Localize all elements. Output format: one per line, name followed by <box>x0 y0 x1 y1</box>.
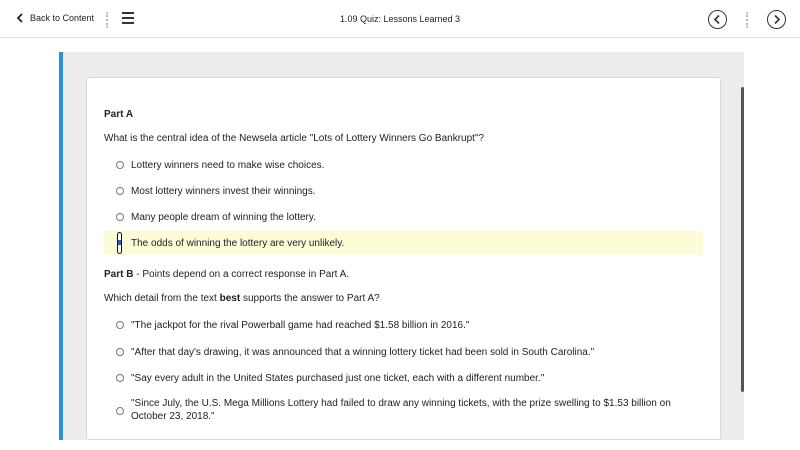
radio-button[interactable] <box>116 321 124 329</box>
option-label: Most lottery winners invest their winnings. <box>131 186 316 197</box>
radio-button[interactable] <box>116 374 124 382</box>
part-b-heading-line <box>104 269 349 280</box>
part-b-option-3[interactable] <box>104 366 703 390</box>
radio-button[interactable] <box>116 213 124 221</box>
top-bar <box>0 0 800 38</box>
option-label: "The jackpot for the rival Powerball game had reached $1.58 billion in 2016." <box>131 320 470 331</box>
radio-button[interactable] <box>116 187 124 195</box>
menu-icon[interactable] <box>122 12 136 26</box>
question-card <box>86 77 721 440</box>
part-b-note: - Points depend on a correct response in Part A. <box>133 269 350 280</box>
question-text: supports the answer to Part A? <box>240 293 380 304</box>
chevron-left-icon <box>712 14 723 25</box>
option-label: "Since July, the U.S. Mega Millions Lottery had failed to draw any winning tickets, with the prize swelling to $1.53 billion on October 23, 2018." <box>131 398 671 422</box>
option-label: Lottery winners need to make wise choices. <box>131 160 325 171</box>
part-a-option-1[interactable] <box>104 153 703 177</box>
part-b-option-2[interactable] <box>104 340 703 364</box>
radio-button[interactable] <box>116 348 124 356</box>
divider <box>746 12 748 28</box>
back-label: Back to Content <box>30 13 95 23</box>
scrollbar[interactable] <box>741 87 744 392</box>
part-a-option-3[interactable] <box>104 205 703 229</box>
option-label: "After that day's drawing, it was announced that a winning lottery ticket had been sold in South Carolina." <box>131 347 595 358</box>
part-a-question: What is the central idea of the Newsela article "Lots of Lottery Winners Go Bankrupt"? <box>104 133 485 144</box>
content-frame <box>59 52 744 440</box>
next-button[interactable] <box>767 10 786 29</box>
chevron-left-icon <box>14 12 26 24</box>
chevron-right-icon <box>771 14 782 25</box>
part-b-heading: Part B <box>104 269 134 280</box>
question-emphasis: best <box>219 293 241 304</box>
question-text: Which detail from the text <box>104 293 220 304</box>
part-b-option-4[interactable] <box>104 397 703 425</box>
option-label: The odds of winning the lottery are very unlikely. <box>131 238 345 249</box>
previous-button[interactable] <box>708 10 727 29</box>
part-b-option-1[interactable] <box>104 313 703 337</box>
radio-button[interactable] <box>116 161 124 169</box>
part-b-question <box>104 293 380 304</box>
radio-button[interactable] <box>116 407 124 415</box>
part-a-option-4-selected[interactable] <box>104 231 703 255</box>
radio-button-checked[interactable] <box>117 232 122 254</box>
accent-bar <box>59 52 63 440</box>
option-label: Many people dream of winning the lottery. <box>131 212 316 223</box>
back-to-content-link[interactable] <box>14 12 94 24</box>
part-a-heading: Part A <box>104 109 134 120</box>
divider <box>106 12 108 28</box>
page-title: 1.09 Quiz: Lessons Learned 3 <box>339 14 461 24</box>
option-label: "Say every adult in the United States purchased just one ticket, each with a different number." <box>131 373 545 384</box>
part-a-option-2[interactable] <box>104 179 703 203</box>
